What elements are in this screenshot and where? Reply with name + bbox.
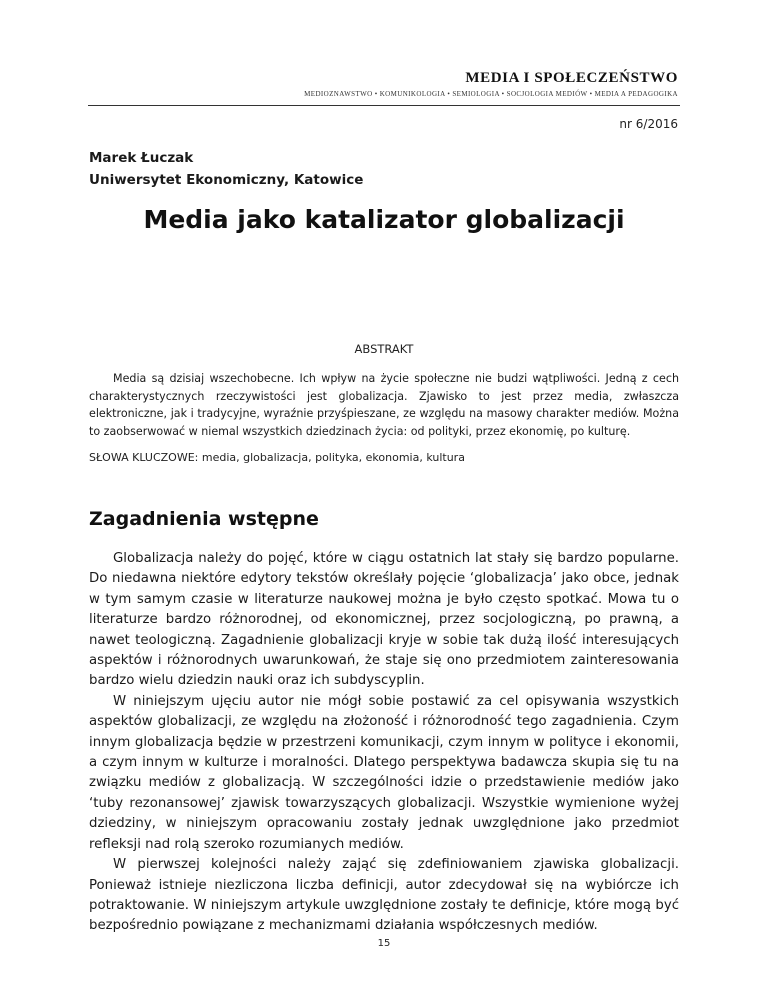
author-block: [89, 147, 363, 191]
author-name: Marek Łuczak: [89, 150, 194, 166]
keywords: SŁOWA KLUCZOWE: media, globalizacja, polityka, ekonomia, kultura: [89, 451, 465, 464]
issue-number: nr 6/2016: [619, 117, 678, 131]
paragraph: W pierwszej kolejności należy zająć się zdefiniowaniem zjawiska globalizacji. Ponieważ istnieje niezliczona liczba definicji, autor zdecydował się na wybiórcze ich potraktowanie. W niniejszym artykule uwzględnione zostały te definicje, które mogą być bezpośrednio powiązane z mechanizmami działania współczesnych mediów.: [89, 857, 679, 934]
body-text: [89, 549, 679, 937]
paragraph: Globalizacja należy do pojęć, które w ciągu ostatnich lat stały się bardzo popularne. Do niedawna niektóre edytory tekstów określały pojęcie ‘globalizacja’ jako obce, jednak w tym samym czasie w literaturze naukowej można je było często spotkać. Mowa tu o literaturze bardzo różnorodnej, od ekonomicznej, przez socjologiczną, po prawną, a nawet teologiczną. Zagadnienie globalizacji kryje w sobie tak dużą ilość interesujących aspektów i różnorodnych uwarunkowań, że staje się ono przedmiotem zainteresowania bardzo wielu dziedzin nauki oraz ich subdyscyplin.: [89, 551, 679, 689]
author-affiliation: Uniwersytet Ekonomiczny, Katowice: [89, 172, 364, 188]
article-title: Media jako katalizator globalizacji: [143, 205, 625, 234]
journal-subtitle: MEDIOZNAWSTWO • KOMUNIKOLOGIA • SEMIOLOGIA • SOCJOLOGIA MEDIÓW • MEDIA A PEDAGOGIKA: [304, 90, 678, 98]
abstract-text: Media są dzisiaj wszechobecne. Ich wpływ na życie społeczne nie budzi wątpliwości. Jedną z cech charakterystycznych rzeczywistości jest globalizacja. Zjawisko to jest przez media, zwłaszcza elektroniczne, jak i tradycyjne, wyraźnie przyśpieszane, ze względu na masowy charakter mediów. Można to zaobserwować w niemal wszystkich dziedzinach życia: od polityki, przez ekonomię, po kulturę.: [89, 372, 679, 438]
section-heading: Zagadnienia wstępne: [89, 508, 319, 530]
header-divider: [88, 105, 680, 106]
paragraph: W niniejszym ujęciu autor nie mógł sobie postawić za cel opisywania wszystkich aspektów globalizacji, ze względu na złożoność i różnorodność tego zagadnienia. Czym innym globalizacja będzie w przestrzeni komunikacji, czym innym w polityce i ekonomii, a czym innym w kulturze i moralności. Dlatego perspektywa badawcza skupia się tu na związku mediów z globalizacją. W szczególności idzie o przedstawienie mediów jako ‘tuby rezonansowej’ zjawisk towarzyszących globalizacji. Wszystkie wymienione wyżej dziedziny, w niniejszym opracowaniu zostały jednak uwzględnione jako przedmiot refleksji nad rolą szeroko rozumianych mediów.: [89, 693, 679, 852]
abstract-heading: ABSTRAKT: [354, 342, 414, 356]
journal-title: MEDIA I SPOŁECZEŃSTWO: [465, 70, 678, 86]
page-number: 15: [377, 938, 391, 949]
